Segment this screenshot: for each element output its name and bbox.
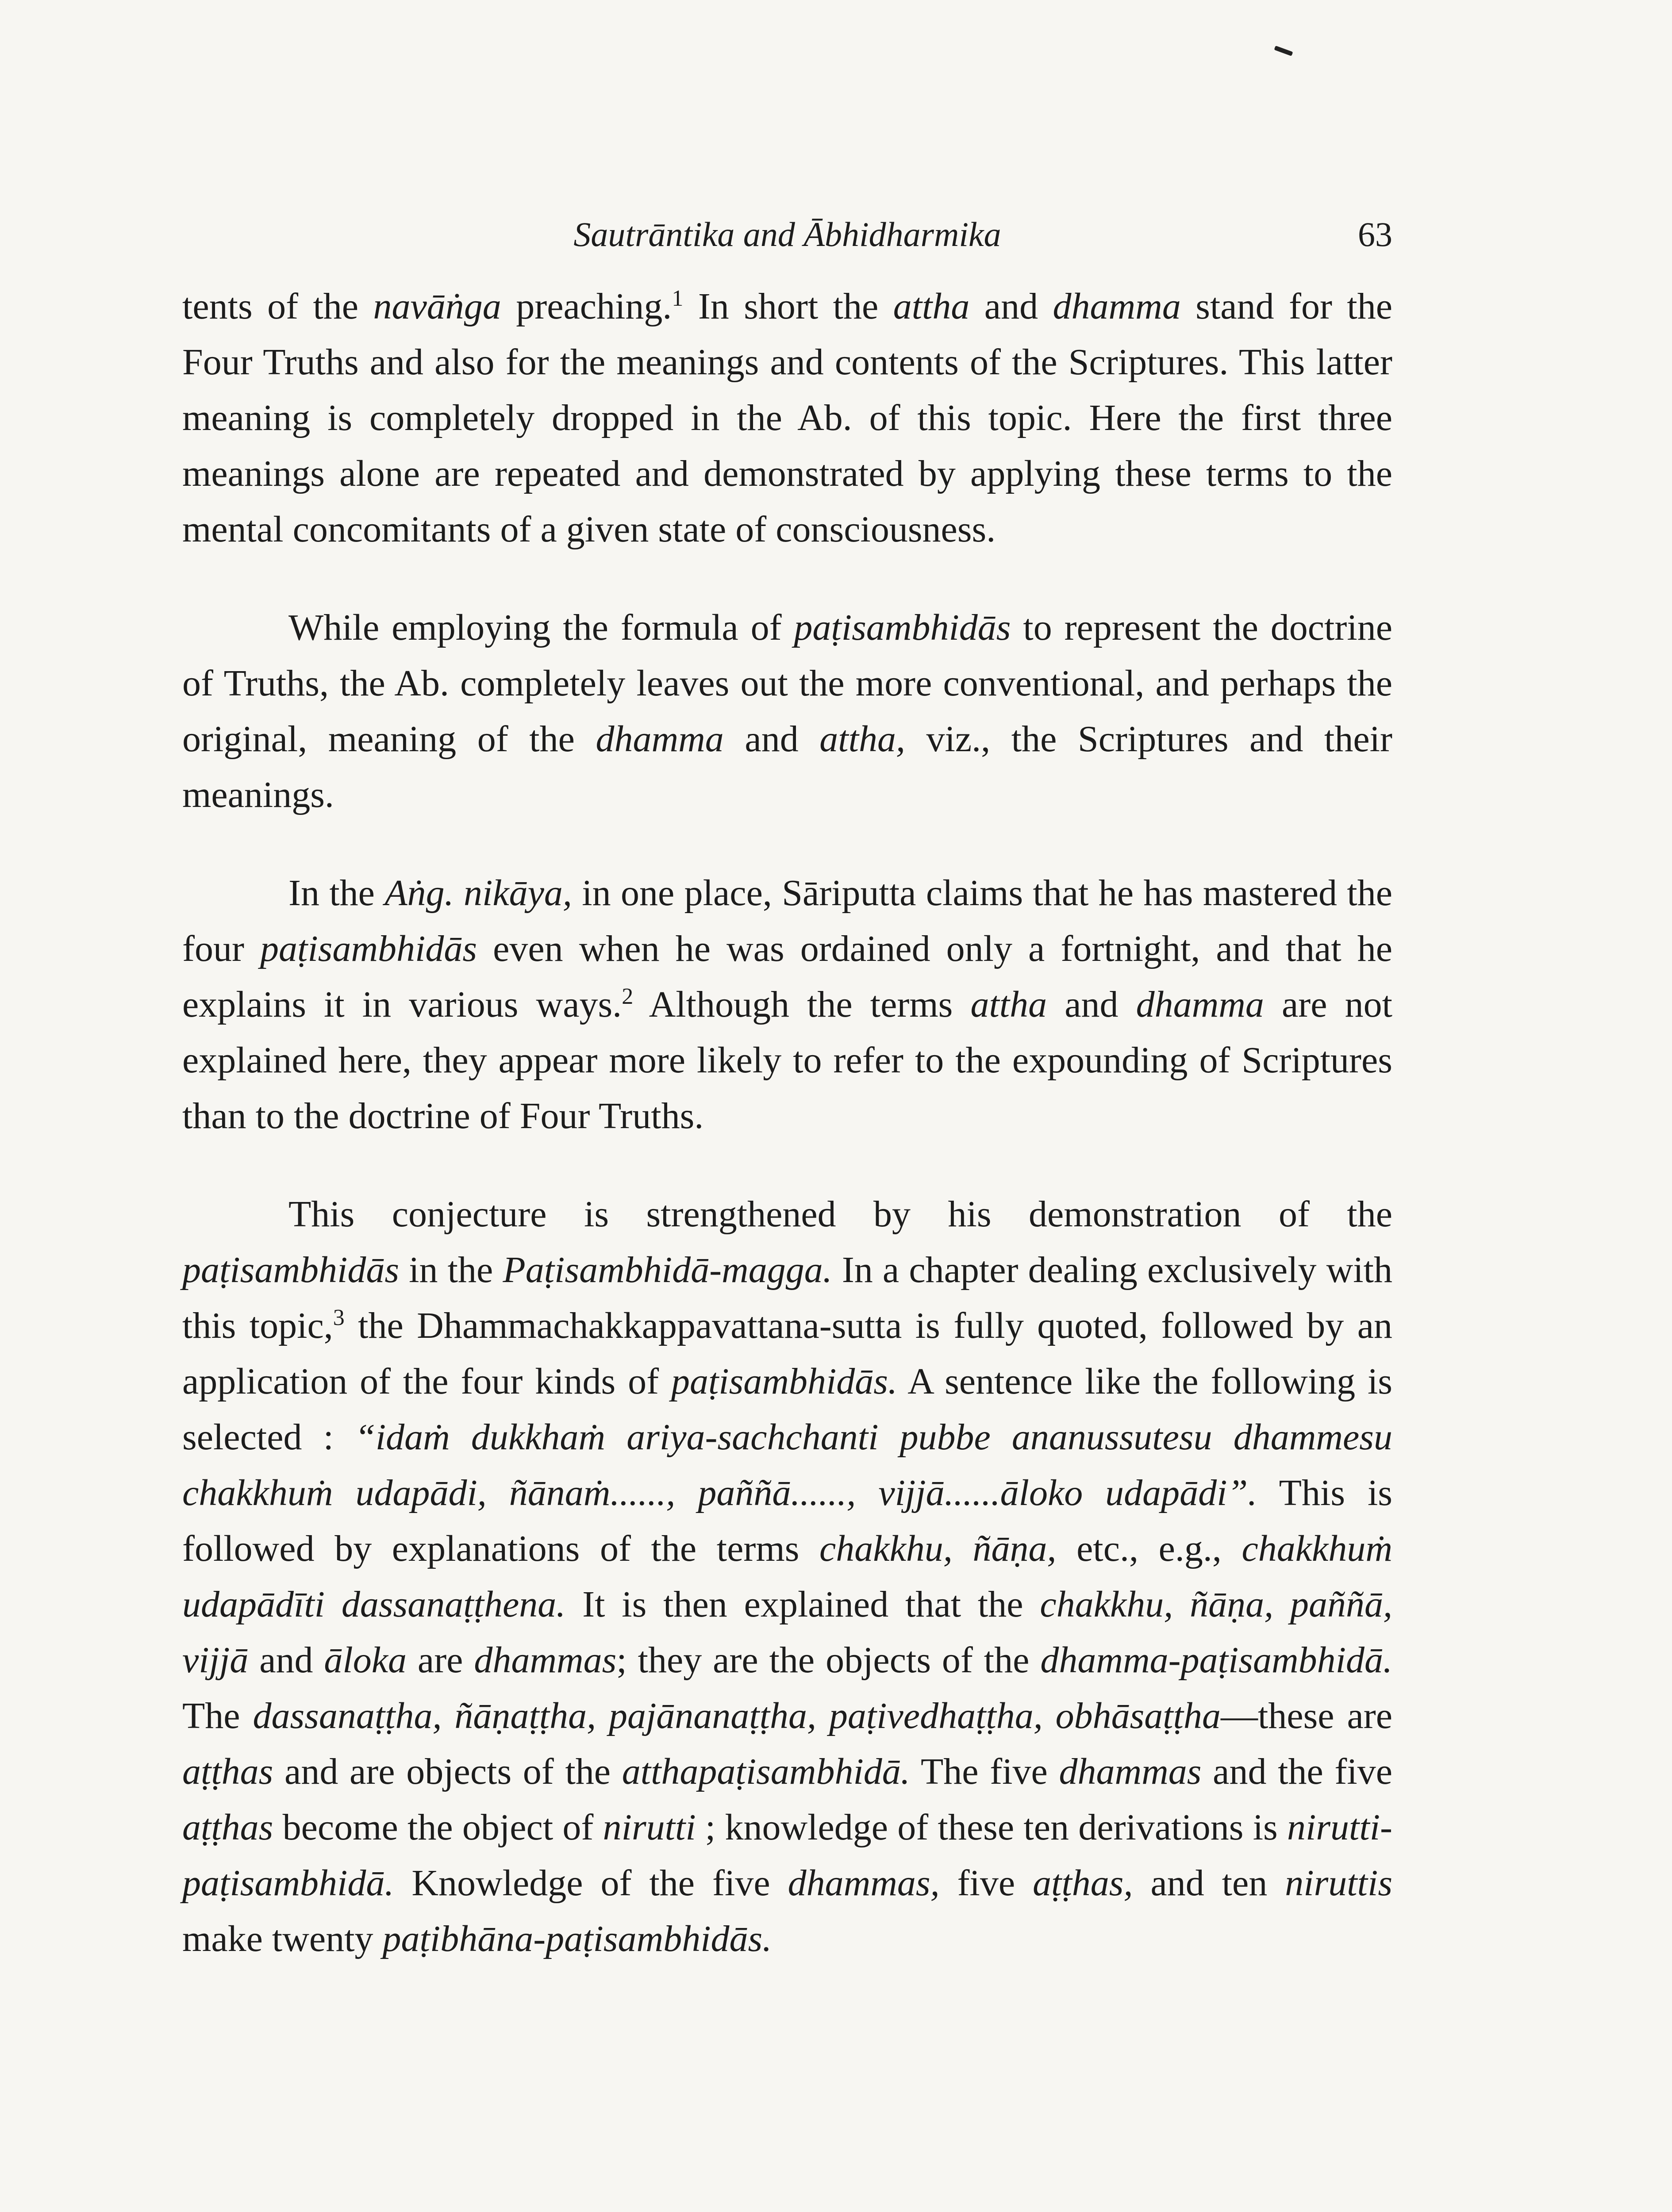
paragraph bbox=[182, 600, 1392, 823]
text-run: in one place, Sāriputta claims that he has mastered the four bbox=[182, 872, 1393, 969]
italic-term: aṭṭhas bbox=[182, 1807, 273, 1848]
italic-term: chakkhu, ñāṇa, bbox=[819, 1528, 1057, 1569]
page-number: 63 bbox=[1358, 215, 1392, 253]
italic-term: paṭisambhidās bbox=[260, 928, 477, 969]
text-run: and the five bbox=[1201, 1751, 1393, 1792]
text-run: and bbox=[248, 1640, 324, 1681]
body-text bbox=[182, 279, 1392, 2009]
italic-term: dhamma bbox=[596, 718, 724, 760]
text-run: This is followed by explanations of the terms bbox=[182, 1472, 1392, 1569]
italic-term: chakkhu, ñāṇa, paññā, vijjā bbox=[182, 1584, 1392, 1681]
text-run: the Dhammachakkappavattana-sutta is fully quoted, followed by an application of the four kinds of bbox=[182, 1305, 1392, 1402]
text-run: While employing the formula of bbox=[288, 607, 794, 648]
text-run: in the bbox=[399, 1249, 503, 1290]
text-run: and are objects of the bbox=[273, 1751, 622, 1792]
italic-term: niruttis bbox=[1285, 1863, 1393, 1904]
text-run: become the object of bbox=[273, 1807, 603, 1848]
text-run: and bbox=[1047, 984, 1136, 1025]
text-run: etc., e.g., bbox=[1056, 1528, 1242, 1569]
running-head-title: Sautrāntika and Ābhidharmika bbox=[573, 215, 1001, 253]
text-run: A sentence like the following is selected : bbox=[182, 1361, 1392, 1458]
italic-term: dhamma-paṭisambhidā. bbox=[1040, 1640, 1392, 1681]
italic-term: attha bbox=[970, 984, 1047, 1025]
italic-term: Paṭisambhidā-magga. bbox=[503, 1249, 832, 1290]
italic-term: navāṅga bbox=[373, 286, 501, 327]
italic-term: āloka bbox=[324, 1640, 407, 1681]
footnote-ref: 2 bbox=[622, 984, 634, 1009]
paragraph bbox=[182, 279, 1392, 557]
text-run: tents of the bbox=[182, 286, 373, 327]
scan-mark bbox=[1274, 46, 1293, 56]
italic-term: dhamma bbox=[1136, 984, 1264, 1025]
italic-term: paṭisambhidās bbox=[794, 607, 1011, 648]
text-run: make twenty bbox=[182, 1918, 383, 1959]
footnote-ref: 3 bbox=[333, 1305, 345, 1330]
italic-term: dhammas bbox=[1059, 1751, 1202, 1792]
italic-term: attha, bbox=[819, 718, 905, 760]
text-run: This conjecture is strengthened by his demonstration of the bbox=[288, 1194, 1392, 1235]
text-run: and bbox=[723, 718, 820, 760]
italic-term: “idaṁ dukkhaṁ ariya-sachchanti pubbe ananussutesu dhammesu chakkhuṁ udapādi, ñānaṁ......, paññā......, vijjā......āloko udapādi”. bbox=[182, 1417, 1392, 1513]
text-run: The five bbox=[910, 1751, 1059, 1792]
italic-term: dassanaṭṭha, ñāṇaṭṭha, pajānanaṭṭha, paṭivedhaṭṭha, obhāsaṭṭha bbox=[253, 1695, 1221, 1736]
text-run: and ten bbox=[1133, 1863, 1285, 1904]
text-run: It is then explained that the bbox=[565, 1584, 1040, 1625]
italic-term: aṭṭhas, bbox=[1033, 1863, 1133, 1904]
italic-term: dhammas bbox=[474, 1640, 617, 1681]
italic-term: chakkhuṁ udapādīti dassanaṭṭhena. bbox=[182, 1528, 1392, 1625]
text-run: even when he was ordained only a fortnight, and that he explains it in various ways. bbox=[182, 928, 1392, 1025]
text-run: The bbox=[182, 1695, 253, 1736]
italic-term: paṭisambhidās. bbox=[671, 1361, 897, 1402]
text-run: —these are bbox=[1221, 1695, 1393, 1736]
italic-term: nirutti bbox=[603, 1807, 696, 1848]
text-run: and bbox=[969, 286, 1053, 327]
italic-term: paṭisambhidās bbox=[182, 1249, 400, 1290]
italic-term: paṭibhāna-paṭisambhidās. bbox=[382, 1918, 772, 1959]
italic-term: Aṅg. nikāya, bbox=[384, 872, 572, 914]
italic-term: atthapaṭisambhidā. bbox=[622, 1751, 910, 1792]
text-run: In the bbox=[288, 872, 385, 914]
text-run: ; they are the objects of the bbox=[616, 1640, 1041, 1681]
text-run: five bbox=[939, 1863, 1033, 1904]
italic-term: dhamma bbox=[1053, 286, 1181, 327]
text-run: are not explained here, they appear more likely to refer to the expounding of Scriptures than to the doctrine of Four Truths. bbox=[182, 984, 1392, 1137]
paragraph bbox=[182, 865, 1392, 1144]
paragraph bbox=[182, 1187, 1392, 1967]
footnote-ref: 1 bbox=[672, 286, 684, 311]
text-run: Although the terms bbox=[633, 984, 971, 1025]
italic-term: aṭṭhas bbox=[182, 1751, 273, 1792]
running-head bbox=[182, 208, 1392, 261]
text-run: to represent the doctrine of Truths, the Ab. completely leaves out the more conventional, and perhaps the original, meaning of the bbox=[182, 607, 1392, 760]
text-run: preaching. bbox=[501, 286, 672, 327]
text-run: In a chapter dealing exclusively with this topic, bbox=[182, 1249, 1392, 1346]
text-run: viz., the Scriptures and their meanings. bbox=[182, 718, 1392, 815]
text-run: stand for the Four Truths and also for the meanings and contents of the Scriptures. This latter meaning is completely dropped in the Ab. of this topic. Here the first three meanings alone are repeated and demonstrated by applying these terms to the mental concomitants of a given state of consciousness. bbox=[182, 286, 1392, 550]
text-run: Knowledge of the five bbox=[394, 1863, 788, 1904]
text-run: are bbox=[407, 1640, 474, 1681]
italic-term: nirutti-paṭisambhidā. bbox=[182, 1807, 1392, 1904]
italic-term: dhammas, bbox=[788, 1863, 940, 1904]
text-run: In short the bbox=[683, 286, 893, 327]
text-run: ; knowledge of these ten derivations is bbox=[696, 1807, 1287, 1848]
italic-term: attha bbox=[893, 286, 970, 327]
